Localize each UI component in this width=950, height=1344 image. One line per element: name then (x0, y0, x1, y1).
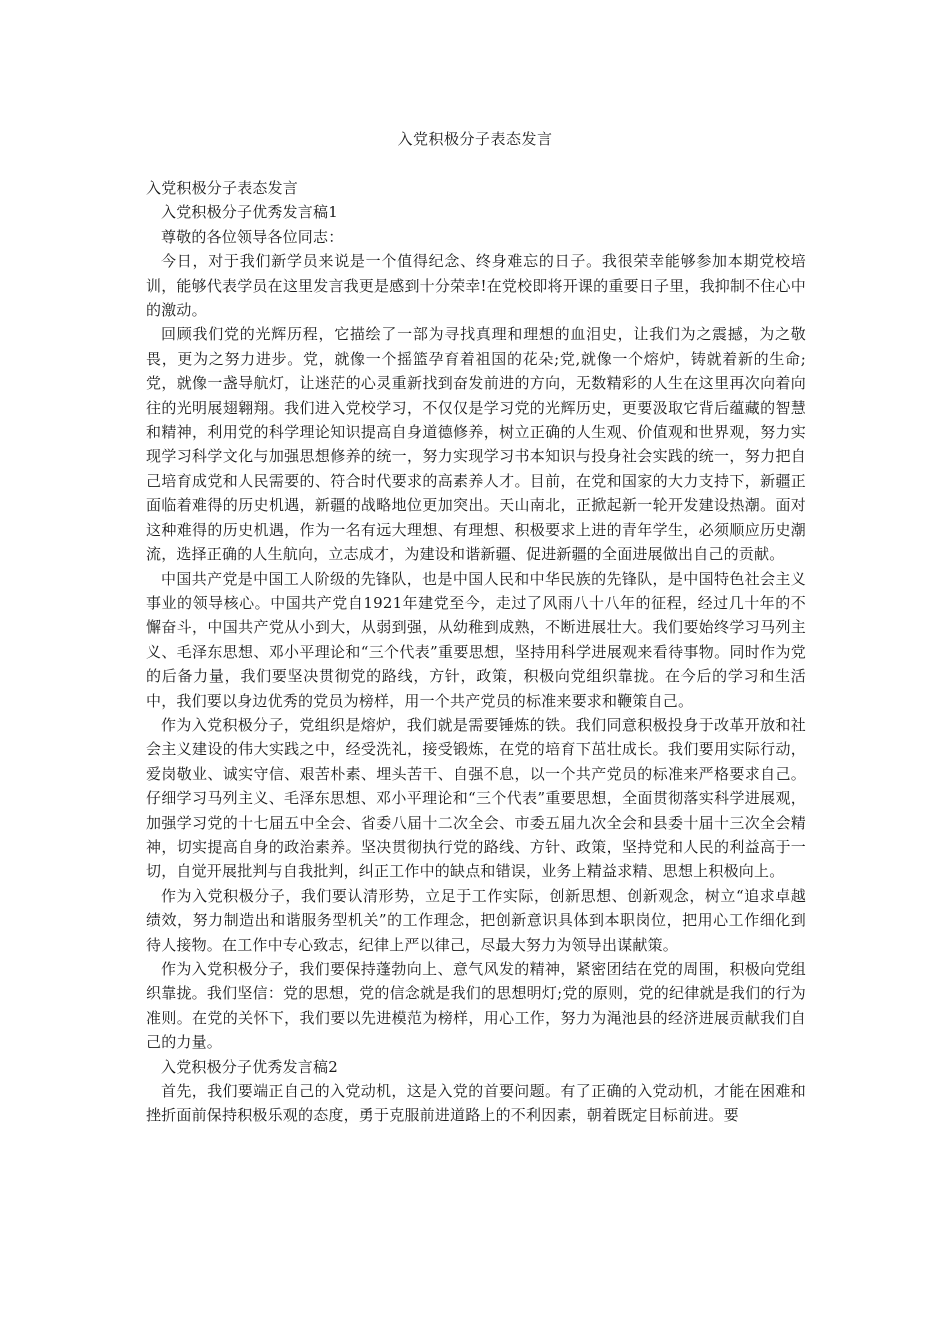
paragraph: 作为入党积极分子，我们要认清形势，立足于工作实际，创新思想、创新观念，树立“追求卓越绩效，努力制造出和谐服务型机关”的工作理念，把创新意识具体到本职岗位，把用心工作细化到待人接物。在工作中专心致志，纪律上严以律己，尽最大努力为领导出谋献策。 (146, 886, 806, 954)
paragraph-subheading-1: 入党积极分子优秀发言稿1 (161, 203, 338, 222)
paragraph-heading: 入党积极分子表态发言 (146, 179, 299, 197)
paragraph-salutation: 尊敬的各位领导各位同志： (161, 227, 344, 246)
document-title: 入党积极分子表态发言 (397, 130, 553, 148)
paragraph: 回顾我们党的光辉历程，它描绘了一部为寻找真理和理想的血泪史，让我们为之震撼，为之敬畏，更为之努力进步。党，就像一个摇篮孕育着祖国的花朵;党,就像一个熔炉，铸就着新的生命;党，就像一盏导航灯，让迷茫的心灵重新找到奋发前进的方向，无数精彩的人生在这里再次向着向往的光明展翅翱翔。我们进入党校学习，不仅仅是学习党的光辉历史，更要汲取它背后蕴藏的智慧和精神，利用党的科学理论知识提高自身道德修养，树立正确的人生观、价值观和世界观，努力实现学习科学文化与加强思想修养的统一，努力实现学习书本知识与投身社会实践的统一，努力把自己培育成党和人民需要的、符合时代要求的高素养人才。目前，在党和国家的大力支持下，新疆正面临着难得的历史机遇，新疆的战略地位更加突出。天山南北，正掀起新一轮开发建设热潮。面对这种难得的历史机遇，作为一名有远大理想、有理想、积极要求上进的青年学生，必须顺应历史潮流，选择正确的人生航向，立志成才，为建设和谐新疆、促进新疆的全面进展做出自己的贡献。 (146, 325, 806, 564)
paragraph-subheading-2: 入党积极分子优秀发言稿2 (161, 1057, 338, 1076)
paragraph: 作为入党积极分子，党组织是熔炉，我们就是需要锤炼的铁。我们同意积极投身于改革开放和社会主义建设的伟大实践之中，经受洗礼，接受锻炼，在党的培育下茁壮成长。我们要用实际行动，爱岗敬业、诚实守信、艰苦朴素、埋头苦干、自强不息，以一个共产党员的标准来严格要求自己。仔细学习马列主义、毛泽东思想、邓小平理论和“三个代表”重要思想，全面贯彻落实科学进展观，加强学习党的十七届五中全会、省委八届十二次全会、市委五届九次全会和县委十届十三次全会精神，切实提高自身的政治素养。坚决贯彻执行党的路线、方针、政策，坚持党和人民的利益高于一切，自觉开展批判与自我批判，纠正工作中的缺点和错误，业务上精益求精、思想上积极向上。 (146, 715, 806, 881)
paragraph: 中国共产党是中国工人阶级的先锋队，也是中国人民和中华民族的先锋队，是中国特色社会主义事业的领导核心。中国共产党自1921年建党至今，走过了风雨八十八年的征程，经过几十年的不懈奋斗，中国共产党从小到大，从弱到强，从幼稚到成熟，不断进展壮大。我们要始终学习马列主义、毛泽东思想、邓小平理论和“三个代表”重要思想，坚持用科学进展观来看待事物。同时作为党的后备力量，我们要坚决贯彻党的路线，方针，政策，积极向党组织靠拢。在今后的学习和生活中，我们要以身边优秀的党员为榜样，用一个共产党员的标准来要求和鞭策自己。 (146, 569, 806, 710)
paragraph: 作为入党积极分子，我们要保持蓬勃向上、意气风发的精神，紧密团结在党的周围，积极向党组织靠拢。我们坚信：党的思想，党的信念就是我们的思想明灯;党的原则，党的纪律就是我们的行为准则。在党的关怀下，我们要以先进模范为榜样，用心工作，努力为渑池县的经济进展贡献我们自己的力量。 (146, 960, 806, 1052)
paragraph: 首先，我们要端正自己的入党动机，这是入党的首要问题。有了正确的入党动机，才能在困难和挫折面前保持积极乐观的态度，勇于克服前进道路上的不利因素，朝着既定目标前进。要 (146, 1082, 806, 1125)
document-body (146, 176, 806, 1128)
paragraph: 今日，对于我们新学员来说是一个值得纪念、终身难忘的日子。我很荣幸能够参加本期党校培训，能够代表学员在这里发言我更是感到十分荣幸!在党校即将开课的重要日子里，我抑制不住心中的激动。 (146, 252, 806, 320)
